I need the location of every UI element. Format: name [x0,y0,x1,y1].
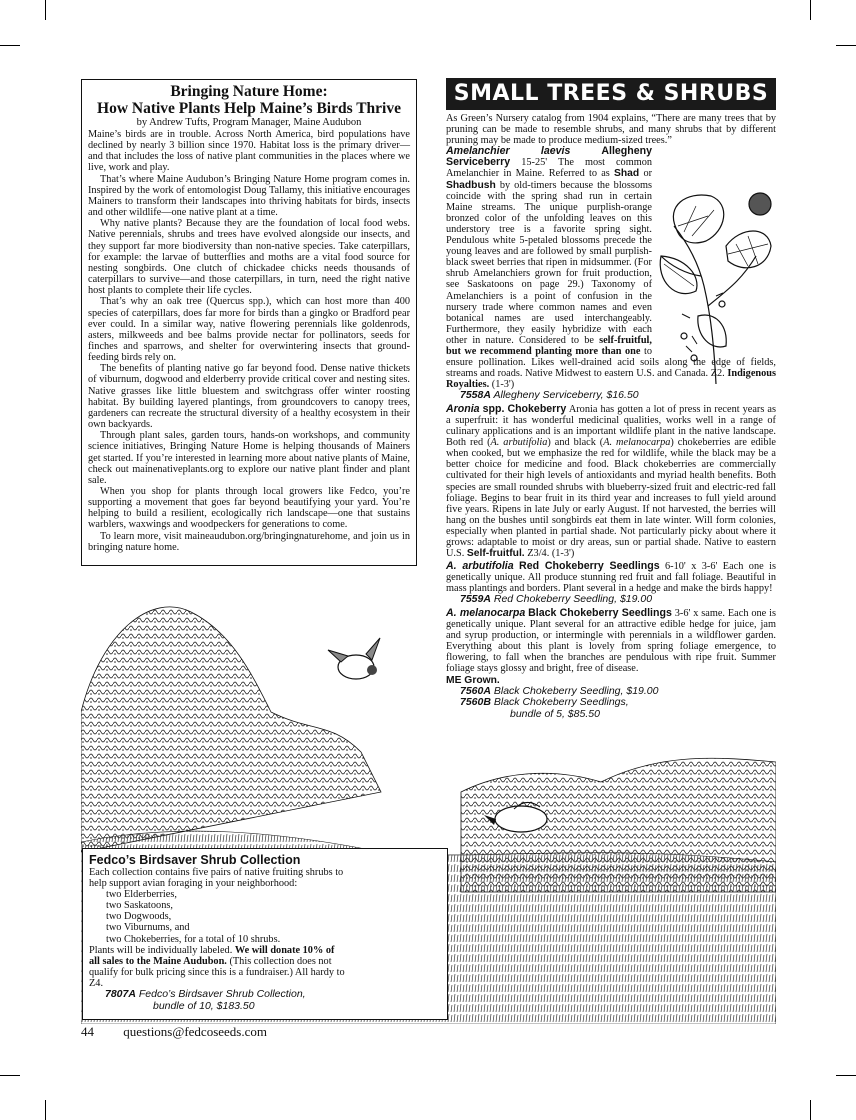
serviceberry-or: or [643,168,653,180]
aronia-spp: spp. [482,402,505,415]
serviceberry-height: (1-3') [491,379,515,391]
list-item: two Dogwoods, [106,911,172,923]
aronia-latin-black: A. melanocarpa [603,437,671,449]
serviceberry-text: to ensure pollination. Likes well-drained acid soils along the edge of fields, streams and roads. Native Midwest to eastern U.S. and Canada. Z2. [446,345,776,380]
sku-code: 7560B [460,696,491,709]
birdsaver-text: Plants will be individually labeled. [89,944,233,956]
aronia-text: ) and black ( [547,437,604,449]
article-body [88,129,410,553]
aronia-latin-red: A. arbutifolia [490,437,548,449]
serviceberry-shad: Shad [614,168,640,180]
serviceberry-supplier: Indigenous Royalties. [446,368,776,391]
bird-icon [328,638,380,679]
serviceberry-pollination-note: self-fruitful, but we recommend planting more than one [446,334,652,357]
sku-description: Red Chokeberry Seedling, $19.00 [493,593,653,606]
crop-mark [0,1075,20,1076]
article-paragraph: When you shop for plants through local growers like Fedco, you’re supporting a movement that goes far beyond beautifying your yard. You’re helping to build a resilient, ecologically rich landscape—one that sustains warblers, waxwings and woodpeckers for generations to come. [88,486,410,531]
red-chokeberry-common-name: Red Chokeberry Seedlings [519,560,660,573]
aronia-text: ) chokeberries are edible when cooked, but we emphasize the red for wildlife, while the black may be a better choice for medicine and food. Black chokeberries are commercially cultivated for their high levels of antioxidants and myriad health benefits. Both species are small rounded shrubs with blueberry-sized fruit and electric-red fall foliage. Begins to bear fruit in its third year and increases to full yield around five years. Ripens in late July or early August. If not harvested, the berries will hang on the bushes until songbirds eat them in late winter. Will form colonies, especially when planted in partial shade. Not particularly picky about where it grows: adaptable to moist or dry areas, sun or partial shade. Native to eastern U.S. [446,437,777,560]
aronia-zone: Z3/4. (1-3') [527,548,575,560]
small-trees-shrubs-column [446,78,776,720]
birdsaver-text: (This collection does not qualify for bulk pricing since this is a fundraiser.) All hardy to Z4. [89,955,345,989]
aronia-latin: Aronia [446,402,480,415]
article-title: Bringing Nature Home: How Native Plants Help Maine’s Birds Thrive [97,83,401,117]
red-chokeberry-entry [446,561,776,594]
black-chokeberry-text: 3-6' x same. Each one is genetically unique. Plant several for an attractive edible hedge for juice, jam and syrup production, or intermingle with perennials in a wildflower garden. Everything about this plant is lovely from spring foliage emergence, to flowering, to fall when the branches are pendulous with ripe fruit. Summer foliage stays glossy and bright, free of disease. [446,607,776,675]
sku-description: Black Chokeberry Seedling, $19.00 [493,684,659,697]
me-grown-label: ME Grown. [446,674,500,686]
serviceberry-size: 15-25' [521,157,548,169]
article-paragraph: Through plant sales, garden tours, hands-on workshops, and community science initiatives, Bringing Nature Home is helping thousands of Mainers get started. If you’re interested in learning more about native plants of Maine, check out mainenativeplants.org to explore our native plant finder and plant sale. [88,430,410,486]
article-paragraph: That’s why an oak tree (Quercus spp.), which can host more than 400 species of caterpillars, does far more for birds than a gingko or Bradford pear ever could. In a similar way, native flowering perennials like goldenrods, asters, milkweeds and bee balms provide nectar for pollinators, seeds for finches and sparrows, and shelter for overwintering insects that ground-feeding birds rely on. [88,296,410,364]
crop-mark [810,1100,811,1120]
footer-email[interactable]: questions@fedcoseeds.com [123,1024,267,1039]
article-paragraph: Why native plants? Because they are the foundation of local food webs. Native perennials, shrubs and trees have evolved alongside our insects, and they support far more biodiversity than non-native species. Take caterpillars, for example: the larvae of butterflies and moths are a vital food source for nesting songbirds. One clutch of chickadee chicks needs thousands of caterpillars to survive—and those caterpillars, in turn, need the right native host plants to complete their life cycles. [88,218,410,297]
nature-article-box [81,79,417,566]
illustration-float [652,146,776,348]
section-banner: SMALL TREES & SHRUBS [446,78,776,110]
birdsaver-donation: We will donate 10% of all sales to the Maine Audubon. [89,944,335,967]
page-number: 44 [81,1024,94,1039]
aronia-text: Aronia has gotten a lot of press in recent years as a superfruit: it has wonderful medicinal qualities, works well in a range of culinary applications and is an important wildlife plant in the native landscape. Both red ( [446,403,776,449]
crop-mark [810,0,811,20]
list-item: two Chokeberries, for a total of 10 shrubs. [106,933,281,945]
sku-code: 7559A [460,593,491,606]
crop-mark [45,1100,46,1120]
aronia-entry [446,404,776,559]
list-item: two Viburnums, and [106,922,190,934]
crop-mark [45,0,46,20]
section-intro: As Green’s Nursery catalog from 1904 explains, “There are many trees that by pruning can be made to resemble shrubs, and many shrubs that by different pruning may be made to produce medium-sized trees.” [446,113,776,147]
sku-description: bundle of 5, $85.50 [510,707,600,720]
list-item: two Elderberries, [106,889,177,901]
serviceberry-common-name: Allegheny Serviceberry [446,145,652,169]
birdsaver-intro: Each collection contains five pairs of native fruiting shrubs to help support avian foraging in your neighborhood: [89,867,344,890]
red-chokeberry-text: 6-10' x 3-6' Each one is genetically unique. All produce stunning red fruit and fall foliage. Beautiful in mass plantings and borders. Plant several in a hedge and make the birds happy! [446,561,776,595]
aronia-self-fruitful: Self-fruitful. [466,548,525,560]
birdsaver-collection-box [82,848,448,1020]
black-chokeberry-entry [446,608,776,675]
sku-code: 7807A [105,988,136,1001]
serviceberry-text: by old-timers because the blossoms coincide with the spring shad run in certain Maine streams. The unique purplish-orange bronzed color of the unfolding leaves on this understory tree is a favorite spring sight. Pendulous white 5-petaled blossoms precede the young leaves and are followed by small purplish-black sweet berries that ripen in midsummer. (For shrub Amelanchiers grown for fruit production, see Saskatoons on page 29.) Taxonomy of Amelanchiers is a point of confusion in the nursery trade where common names and even botanical names are used interchangeably. Furthermore, they easily hybridize with each other in nature. Considered to be [446,179,653,346]
sku-code: 7558A [460,389,491,402]
serviceberry-shadbush: Shadbush [446,179,496,191]
aronia-common-name: Chokeberry [507,402,567,415]
birdsaver-title: Fedco’s Birdsaver Shrub Collection [89,853,301,867]
sku-description: Fedco’s Birdsaver Shrub Collection, [138,988,306,1001]
article-paragraph: That’s where Maine Audubon’s Bringing Nature Home program comes in. Inspired by the work of entomologist Doug Tallamy, this initiative encourages Mainers to transform their landscapes into thriving habitats for birds, insects and other wildlife—one native plant at a time. [88,173,410,219]
article-paragraph: The benefits of planting native go far beyond food. Dense native thickets of viburnum, dogwood and elderberry provide critical cover and nesting sites. Native grasses like little bluestem and switchgrass offer winter roosting habitat. By building layered plantings, from groundcovers to canopy trees, gardeners can recreate the structural diversity of a healthy ecosystem in their own backyards. [88,363,410,431]
sku-line[interactable] [446,390,776,402]
sku-description: Allegheny Serviceberry, $16.50 [493,389,639,402]
article-byline: by Andrew Tufts, Program Manager, Maine Audubon [136,117,362,128]
black-chokeberry-latin: A. melanocarpa [446,606,526,619]
sku-line[interactable] [89,989,441,1012]
page-footer [81,1024,267,1040]
list-item: two Saskatoons, [106,900,173,912]
sku-description: Black Chokeberry Seedlings, [493,696,629,709]
serviceberry-text: The most common Amelanchier in Maine. Referred to as [446,157,653,180]
red-chokeberry-latin: A. arbutifolia [446,560,514,573]
article-paragraph: Maine’s birds are in trouble. Across North America, bird populations have declined by nearly 3 billion since 1970. Habitat loss is the primary driver—and that includes the loss of native plant communities in the places where we live, work and play. [88,129,410,174]
sku-line[interactable] [446,697,690,720]
serviceberry-entry [446,146,776,390]
article-paragraph: To learn more, visit maineaudubon.org/bringingnaturehome, and join us in bringing nature home. [88,530,410,553]
black-chokeberry-common-name: Black Chokeberry Seedlings [528,606,672,619]
crop-mark [836,1075,856,1076]
serviceberry-latin: Amelanchier laevis [446,145,571,158]
birdsaver-details [89,945,347,989]
crop-mark [0,45,20,46]
sku-line[interactable] [446,594,776,606]
sku-code: 7560A [460,684,491,697]
sku-description: bundle of 10, $183.50 [153,999,255,1012]
crop-mark [836,45,856,46]
